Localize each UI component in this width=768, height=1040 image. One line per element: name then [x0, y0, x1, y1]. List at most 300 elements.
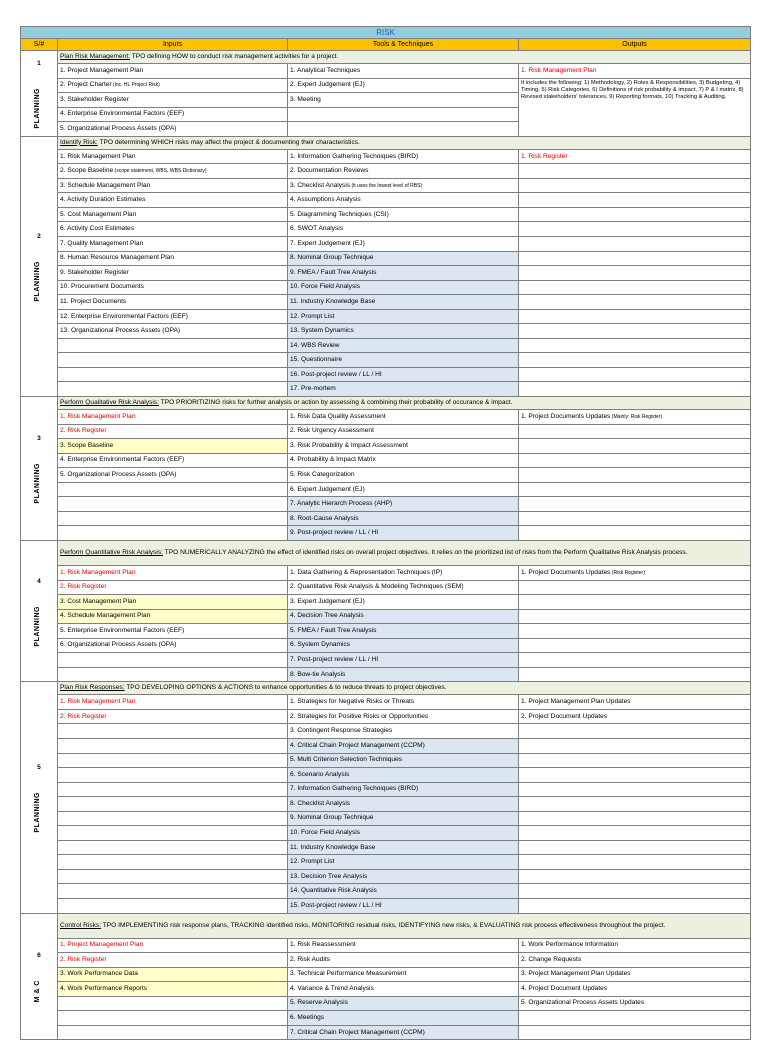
- output-cell: [519, 164, 751, 179]
- input-text: 13. Organizational Process Assets (OPA): [60, 327, 181, 335]
- tool-cell: [288, 482, 519, 497]
- table-row: [21, 424, 751, 439]
- process-header-row: [21, 540, 751, 565]
- input-cell: [58, 667, 288, 682]
- table-row: [21, 193, 751, 208]
- tool-text: 15. Post-project review / LL / HI: [290, 901, 382, 909]
- process-name: Perform Qualitative Risk Analysis:: [60, 399, 159, 407]
- tool-cell: [288, 367, 519, 382]
- input-cell: [58, 295, 288, 310]
- tool-text: 6. Scenario Analysis: [290, 770, 350, 778]
- tool-cell: [288, 638, 519, 653]
- output-cell: [519, 64, 751, 79]
- input-cell: [58, 107, 288, 122]
- tool-cell: [288, 884, 519, 899]
- process-number: 5: [37, 764, 41, 772]
- risk-sheet: [20, 26, 750, 1036]
- input-text: 6. Activity Cost Estimates: [60, 225, 135, 233]
- tool-cell: [288, 595, 519, 610]
- output-cell: [519, 178, 751, 193]
- output-cell: [519, 996, 751, 1011]
- output-cell: [519, 709, 751, 724]
- output-cell: [519, 353, 751, 368]
- table-row: [21, 497, 751, 512]
- table-row: [21, 367, 751, 382]
- tool-cell: [288, 511, 519, 526]
- input-cell: [58, 338, 288, 353]
- tool-text: 7. Expert Judgement (EJ): [290, 239, 365, 247]
- tool-text: 1. Information Gathering Techniques (BIRD): [290, 152, 419, 160]
- input-text: 3. Scope Baseline: [60, 441, 114, 449]
- table-row: [21, 738, 751, 753]
- tool-cell: [288, 580, 519, 595]
- input-text: 4. Enterprise Environmental Factors (EEF): [60, 456, 185, 464]
- input-cell: [58, 207, 288, 222]
- input-cell: [58, 251, 288, 266]
- table-row: [21, 565, 751, 580]
- output-cell: [519, 753, 751, 768]
- output-text: 1. Risk Register: [521, 152, 568, 160]
- tool-cell: [288, 667, 519, 682]
- output-cell: [519, 1025, 751, 1040]
- table-row: [21, 869, 751, 884]
- output-cell: [519, 855, 751, 870]
- process-number: 2: [37, 233, 41, 241]
- output-cell: [519, 309, 751, 324]
- output-text: 2. Change Requests: [521, 955, 582, 963]
- input-cell: [58, 511, 288, 526]
- table-row: [21, 797, 751, 812]
- input-cell: [58, 93, 288, 108]
- tool-cell: [288, 797, 519, 812]
- input-text: 1. Risk Management Plan: [60, 152, 136, 160]
- tool-text: 12. Prompt List: [290, 858, 335, 866]
- input-text: 6. Organizational Process Assets (OPA): [60, 641, 177, 649]
- input-cell: [58, 884, 288, 899]
- input-cell: [58, 482, 288, 497]
- tool-text: 4. Critical Chain Project Management (CCPM): [290, 741, 425, 749]
- tool-text: 9. Post-project review / LL / HI: [290, 529, 379, 537]
- tool-text: 3. Meeting: [290, 95, 321, 103]
- tool-text: 2. Strategies for Positive Risks or Opportunities: [290, 712, 429, 720]
- input-text: 5. Organizational Process Assets (OPA): [60, 470, 177, 478]
- input-text: 2. Risk Register: [60, 427, 107, 435]
- input-cell: [58, 938, 288, 953]
- tool-cell: [288, 453, 519, 468]
- input-cell: [58, 497, 288, 512]
- input-text: 3. Work Performance Data: [60, 970, 138, 978]
- output-cell: [519, 237, 751, 252]
- table-row: [21, 410, 751, 425]
- process-header-row: [21, 51, 751, 64]
- tool-cell: [288, 439, 519, 454]
- tool-cell: [288, 953, 519, 968]
- tool-cell: [288, 64, 519, 79]
- output-text: 1. Work Performance Information: [521, 941, 618, 949]
- output-cell: [519, 826, 751, 841]
- output-cell: [519, 884, 751, 899]
- process-header-row: [21, 397, 751, 410]
- process-number-cell: [21, 540, 58, 681]
- tool-text: 3. Risk Probability & Impact Assessment: [290, 441, 408, 449]
- table-row: [21, 967, 751, 982]
- input-text: 4. Schedule Management Plan: [60, 612, 151, 620]
- tool-cell: [288, 996, 519, 1011]
- table-row: [21, 511, 751, 526]
- table-row: [21, 695, 751, 710]
- tool-text: 14. WBS Review: [290, 341, 340, 349]
- tool-text: 11. Industry Knowledge Base: [290, 843, 376, 851]
- tool-text: 4. Probability & Impact Matrix: [290, 456, 376, 464]
- output-cell: [519, 609, 751, 624]
- input-cell: [58, 122, 288, 137]
- table-row: [21, 439, 751, 454]
- output-cell: [519, 526, 751, 541]
- process-name: Plan Risk Responses:: [60, 684, 125, 692]
- tool-text: 1. Data Gathering & Representation Techniques (IP): [290, 568, 443, 576]
- process-desc-text: TPO determining WHICH risks may affect the project & documenting their characteristics.: [97, 138, 360, 146]
- table-row: [21, 1011, 751, 1026]
- tool-text: 3. Expert Judgement (EJ): [290, 597, 365, 605]
- tool-text: 7. Analytic Hierarch Process (AHP): [290, 500, 393, 508]
- tool-text: 6. Expert Judgement (EJ): [290, 485, 365, 493]
- table-row: [21, 207, 751, 222]
- tool-text: 8. Nominal Group Technique: [290, 254, 374, 262]
- input-text: 1. Project Management Plan: [60, 941, 144, 949]
- input-cell: [58, 753, 288, 768]
- process-description: [58, 51, 751, 64]
- tool-cell: [288, 295, 519, 310]
- output-cell: [519, 724, 751, 739]
- input-cell: [58, 453, 288, 468]
- tool-text: 10. Force Field Analysis: [290, 283, 360, 291]
- output-note: (Risk Register): [610, 569, 645, 576]
- tool-text: 16. Post-project review / LL / HI: [290, 370, 382, 378]
- input-cell: [58, 653, 288, 668]
- input-text: 4. Work Performance Reports: [60, 984, 148, 992]
- tool-cell: [288, 237, 519, 252]
- tool-cell: [288, 266, 519, 281]
- input-cell: [58, 624, 288, 639]
- tool-text: 5. Multi Criterion Selection Techniques: [290, 756, 403, 764]
- process-name: Plan Risk Management:: [60, 53, 131, 60]
- table-row: [21, 251, 751, 266]
- tool-cell: [288, 855, 519, 870]
- output-cell: [519, 338, 751, 353]
- tool-text: 5. FMEA / Fault Tree Analysis: [290, 626, 377, 634]
- tool-cell: [288, 526, 519, 541]
- table-row: [21, 624, 751, 639]
- input-text: 1. Risk Management Plan: [60, 412, 136, 420]
- table-row: [21, 938, 751, 953]
- output-text: 1. Risk Management Plan: [521, 66, 597, 74]
- tool-text: 15. Questionnaire: [290, 356, 343, 364]
- input-cell: [58, 595, 288, 610]
- process-description: [58, 540, 751, 565]
- output-cell: [519, 468, 751, 483]
- input-text: 3. Schedule Management Plan: [60, 181, 151, 189]
- tool-text: 2. Documentation Reviews: [290, 167, 369, 175]
- tool-cell: [288, 149, 519, 164]
- process-description: [58, 397, 751, 410]
- tool-text: 5. Diagramming Techniques (CSI): [290, 210, 389, 218]
- output-cell: [519, 797, 751, 812]
- tool-cell: [288, 898, 519, 913]
- output-cell: [519, 251, 751, 266]
- tool-cell: [288, 251, 519, 266]
- output-cell: [519, 511, 751, 526]
- tool-cell: [288, 840, 519, 855]
- sheet-title: RISK: [21, 27, 751, 39]
- table-row: [21, 996, 751, 1011]
- output-cell: [519, 453, 751, 468]
- process-number-cell: [21, 136, 58, 396]
- table-row: [21, 884, 751, 899]
- tool-text: 8. Root-Cause Analysis: [290, 514, 359, 522]
- output-cell: [519, 695, 751, 710]
- input-cell: [58, 953, 288, 968]
- input-cell: [58, 468, 288, 483]
- tool-note: (it uses the lowest level of RBS): [350, 182, 423, 189]
- output-cell: [519, 295, 751, 310]
- input-text: 12. Enterprise Environmental Factors (EEF): [60, 312, 188, 320]
- process-number: 6: [37, 952, 41, 960]
- process-desc-text: TPO IMPLEMENTING risk response plans, TRACKING identified risks, MONITORING residual risks, IDENTIFYING new risks, & EVALUATING risk process effectiveness throughout the project.: [101, 921, 666, 929]
- tool-text: 12. Prompt List: [290, 312, 335, 320]
- tool-cell: [288, 338, 519, 353]
- output-cell: [519, 439, 751, 454]
- input-cell: [58, 526, 288, 541]
- process-number: 4: [37, 577, 41, 585]
- tool-text: 6. System Dynamics: [290, 641, 351, 649]
- input-text: 9. Stakeholder Register: [60, 268, 129, 276]
- tool-text: 2. Quantitative Risk Analysis & Modeling Techniques (SEM): [290, 583, 464, 591]
- table-row: [21, 855, 751, 870]
- input-cell: [58, 353, 288, 368]
- header-sn: S/#: [21, 39, 58, 51]
- tool-text: 17. Pre-mortem: [290, 385, 336, 393]
- header-outputs: Outputs: [519, 39, 751, 51]
- tool-text: 4. Assumptions Analysis: [290, 196, 361, 204]
- input-cell: [58, 609, 288, 624]
- input-text: 5. Cost Management Plan: [60, 210, 137, 218]
- input-cell: [58, 782, 288, 797]
- tool-cell: [288, 353, 519, 368]
- tool-cell: [288, 280, 519, 295]
- input-cell: [58, 266, 288, 281]
- tool-text: 9. Nominal Group Technique: [290, 814, 374, 822]
- process-header-row: [21, 136, 751, 149]
- input-text: 2. Risk Register: [60, 712, 107, 720]
- input-cell: [58, 367, 288, 382]
- tool-cell: [288, 811, 519, 826]
- table-row: [21, 526, 751, 541]
- tool-text: 4. Decision Tree Analysis: [290, 612, 364, 620]
- table-row: [21, 64, 751, 79]
- input-cell: [58, 237, 288, 252]
- input-cell: [58, 695, 288, 710]
- output-cell: [519, 967, 751, 982]
- output-text: 1. Project Documents Updates: [521, 412, 611, 420]
- tool-text: 2. Risk Audits: [290, 955, 330, 963]
- table-row: [21, 953, 751, 968]
- process-desc-text: TPO DEVELOPING OPTIONS & ACTIONS to enhance opportunities & to reduce threats to project objectives.: [124, 684, 447, 692]
- process-number-cell: [21, 682, 58, 913]
- output-cell: [519, 382, 751, 397]
- table-row: [21, 982, 751, 997]
- process-number-cell: [21, 51, 58, 137]
- tool-text: 3. Technical Performance Measurement: [290, 970, 407, 978]
- output-cell: [519, 410, 751, 425]
- input-cell: [58, 1011, 288, 1026]
- output-cell: [519, 193, 751, 208]
- output-cell: [519, 667, 751, 682]
- output-cell: [519, 869, 751, 884]
- output-cell: [519, 768, 751, 783]
- output-cell: [519, 1011, 751, 1026]
- tool-text: 5. Reserve Analysis: [290, 999, 348, 1007]
- process-header-row: [21, 682, 751, 695]
- tool-cell: [288, 967, 519, 982]
- output-cell: [519, 266, 751, 281]
- table-row: [21, 295, 751, 310]
- output-cell: [519, 624, 751, 639]
- tool-cell: [288, 624, 519, 639]
- process-description: [58, 913, 751, 938]
- table-row: [21, 782, 751, 797]
- input-text: 1. Project Management Plan: [60, 66, 144, 74]
- tool-text: 9. FMEA / Fault Tree Analysis: [290, 268, 377, 276]
- output-cell: [519, 982, 751, 997]
- input-cell: [58, 1025, 288, 1040]
- tool-cell: [288, 468, 519, 483]
- tool-cell: [288, 122, 519, 137]
- tool-cell: [288, 982, 519, 997]
- tool-text: 7. Post-project review / LL / HI: [290, 656, 379, 663]
- table-row: [21, 149, 751, 164]
- output-cell: [519, 482, 751, 497]
- output-cell: [519, 497, 751, 512]
- table-row: [21, 653, 751, 668]
- tool-text: 2. Risk Urgency Assessment: [290, 427, 374, 435]
- table-row: [21, 667, 751, 682]
- table-row: [21, 468, 751, 483]
- output-text: 2. Project Document Updates: [521, 712, 608, 720]
- table-row: [21, 309, 751, 324]
- process-phase: PLANNING: [34, 605, 41, 647]
- input-text: 2. Scope Baseline: [60, 167, 114, 175]
- input-text: 10. Procurement Documents: [60, 283, 144, 291]
- tool-cell: [288, 724, 519, 739]
- input-text: 1. Risk Management Plan: [60, 568, 136, 576]
- input-cell: [58, 797, 288, 812]
- table-row: [21, 453, 751, 468]
- tool-cell: [288, 768, 519, 783]
- header-tools: Tools & Techniques: [288, 39, 519, 51]
- process-number-cell: [21, 397, 58, 541]
- input-text: 1. Risk Management Plan: [60, 698, 136, 706]
- input-cell: [58, 996, 288, 1011]
- process-number: 3: [37, 435, 41, 443]
- input-cell: [58, 709, 288, 724]
- tool-cell: [288, 565, 519, 580]
- input-cell: [58, 982, 288, 997]
- output-cell: [519, 782, 751, 797]
- table-row: [21, 164, 751, 179]
- tool-text: 1. Risk Data Quality Assessment: [290, 412, 386, 420]
- tool-cell: [288, 193, 519, 208]
- table-row: [21, 178, 751, 193]
- output-cell: [519, 653, 751, 668]
- table-row: [21, 595, 751, 610]
- input-cell: [58, 324, 288, 339]
- output-cell: [519, 938, 751, 953]
- process-number: 1: [37, 60, 41, 68]
- input-text: 4. Enterprise Environmental Factors (EEF): [60, 110, 185, 118]
- table-row: [21, 724, 751, 739]
- process-name: Perform Quantitative Risk Analysis:: [60, 548, 163, 556]
- tool-text: 3. Contingent Response Strategies: [290, 727, 393, 735]
- tool-cell: [288, 178, 519, 193]
- input-cell: [58, 439, 288, 454]
- output-cell: [519, 149, 751, 164]
- output-cell: [519, 222, 751, 237]
- tool-text: 1. Strategies for Negative Risks or Threats: [290, 698, 415, 706]
- tool-cell: [288, 497, 519, 512]
- table-row: [21, 811, 751, 826]
- table-row: [21, 709, 751, 724]
- tool-cell: [288, 653, 519, 668]
- input-cell: [58, 724, 288, 739]
- input-note: (scope statement, WBS, WBS Dictionary): [113, 168, 207, 175]
- tool-cell: [288, 424, 519, 439]
- output-cell: [519, 898, 751, 913]
- output-note: (Mainly: Risk Register): [610, 413, 663, 420]
- tool-cell: [288, 738, 519, 753]
- tool-cell: [288, 1011, 519, 1026]
- tool-cell: [288, 93, 519, 108]
- input-text: 3. Cost Management Plan: [60, 597, 137, 605]
- process-name: Identify Risk:: [60, 138, 98, 146]
- table-row: [21, 580, 751, 595]
- process-phase: PLANNING: [34, 88, 41, 129]
- tool-cell: [288, 695, 519, 710]
- tool-cell: [288, 309, 519, 324]
- process-phase: PLANNING: [34, 463, 41, 504]
- output-cell: [519, 811, 751, 826]
- table-row: [21, 382, 751, 397]
- tool-cell: [288, 938, 519, 953]
- tool-text: 13. Decision Tree Analysis: [290, 872, 368, 880]
- input-cell: [58, 178, 288, 193]
- tool-text: 1. Risk Reassessment: [290, 941, 356, 949]
- input-text: 5. Enterprise Environmental Factors (EEF): [60, 626, 185, 634]
- input-cell: [58, 222, 288, 237]
- input-cell: [58, 382, 288, 397]
- input-cell: [58, 638, 288, 653]
- output-cell: [519, 280, 751, 295]
- table-row: [21, 753, 751, 768]
- output-text: 5. Organizational Process Assets Updates: [521, 999, 645, 1007]
- input-cell: [58, 580, 288, 595]
- tool-text: 8. Checklist Analysis: [290, 799, 351, 807]
- table-row: [21, 898, 751, 913]
- table-row: [21, 826, 751, 841]
- tool-text: 10. Force Field Analysis: [290, 829, 360, 837]
- input-text: 11. Project Documents: [60, 297, 127, 305]
- process-desc-text: TPO defining HOW to conduct risk management activities for a project.: [130, 53, 339, 60]
- table-row: [21, 768, 751, 783]
